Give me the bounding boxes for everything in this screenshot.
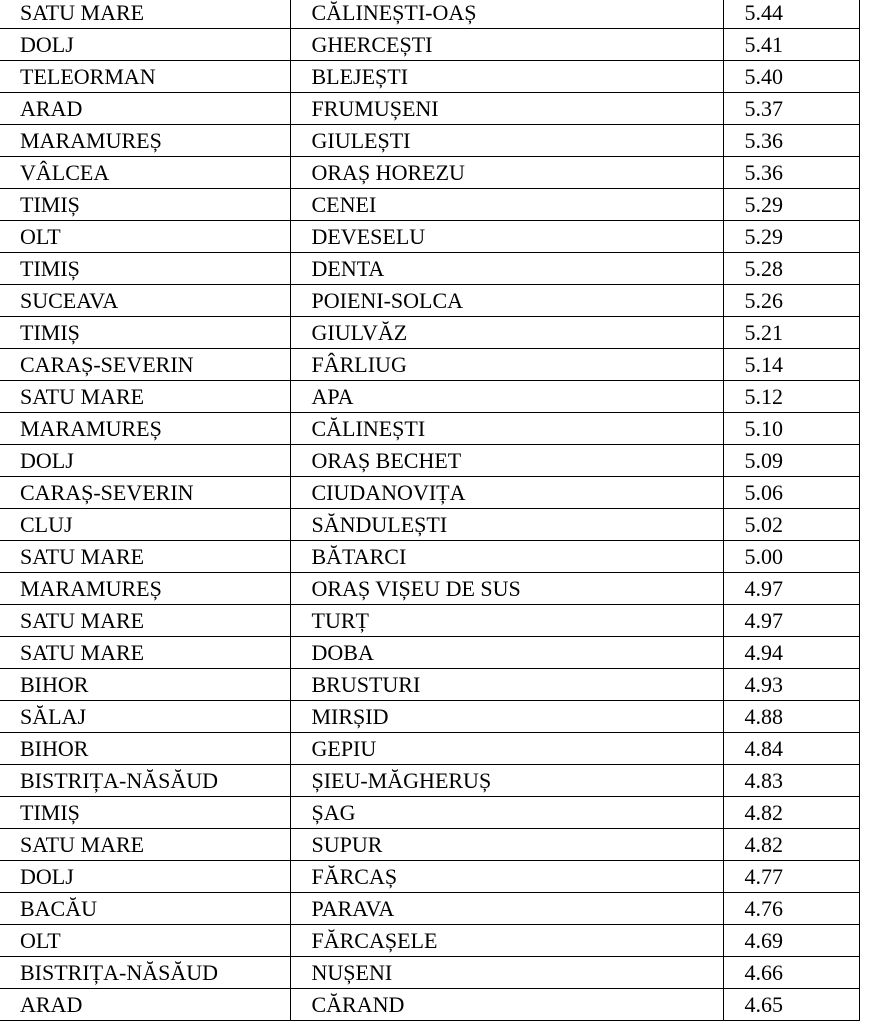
value-cell: 4.66 [723, 957, 859, 989]
value-cell: 4.88 [723, 701, 859, 733]
locality-cell: CĂRAND [290, 989, 723, 1021]
locality-cell: GIULEȘTI [290, 125, 723, 157]
value-cell: 4.69 [723, 925, 859, 957]
value-cell: 5.29 [723, 221, 859, 253]
locality-cell: BRUSTURI [290, 669, 723, 701]
locality-cell: TURȚ [290, 605, 723, 637]
table-row [0, 189, 859, 221]
value-cell: 5.06 [723, 477, 859, 509]
locality-cell: DENTA [290, 253, 723, 285]
table-row [0, 93, 859, 125]
value-cell: 5.40 [723, 61, 859, 93]
county-cell: SATU MARE [0, 0, 290, 29]
county-cell: TELEORMAN [0, 61, 290, 93]
value-cell: 5.29 [723, 189, 859, 221]
county-cell: SATU MARE [0, 637, 290, 669]
county-cell: ARAD [0, 989, 290, 1021]
table-row [0, 637, 859, 669]
table-row [0, 253, 859, 285]
table-row [0, 669, 859, 701]
county-cell: BIHOR [0, 733, 290, 765]
table-row [0, 0, 859, 29]
table-row [0, 125, 859, 157]
county-cell: BISTRIȚA-NĂSĂUD [0, 957, 290, 989]
locality-cell: BLEJEȘTI [290, 61, 723, 93]
value-cell: 4.82 [723, 797, 859, 829]
value-cell: 4.82 [723, 829, 859, 861]
table-row [0, 893, 859, 925]
value-cell: 5.37 [723, 93, 859, 125]
locality-cell: FĂRCAȘ [290, 861, 723, 893]
locality-cell: DOBA [290, 637, 723, 669]
county-cell: SUCEAVA [0, 285, 290, 317]
table-row [0, 829, 859, 861]
county-cell: BIHOR [0, 669, 290, 701]
locality-cell: PARAVA [290, 893, 723, 925]
locality-cell: SĂNDULEȘTI [290, 509, 723, 541]
county-cell: VÂLCEA [0, 157, 290, 189]
locality-cell: GHERCEȘTI [290, 29, 723, 61]
table-row [0, 285, 859, 317]
value-cell: 5.36 [723, 157, 859, 189]
value-cell: 4.97 [723, 605, 859, 637]
table-row [0, 477, 859, 509]
county-cell: SATU MARE [0, 829, 290, 861]
table-row [0, 733, 859, 765]
county-cell: MARAMUREȘ [0, 125, 290, 157]
value-cell: 5.36 [723, 125, 859, 157]
table-row [0, 925, 859, 957]
table-row [0, 381, 859, 413]
county-cell: SATU MARE [0, 605, 290, 637]
county-cell: CARAȘ-SEVERIN [0, 477, 290, 509]
value-cell: 5.12 [723, 381, 859, 413]
table-row [0, 957, 859, 989]
table-row [0, 445, 859, 477]
table-row [0, 413, 859, 445]
locality-cell: SUPUR [290, 829, 723, 861]
county-cell: MARAMUREȘ [0, 573, 290, 605]
value-cell: 4.94 [723, 637, 859, 669]
locality-cell: FÂRLIUG [290, 349, 723, 381]
county-cell: TIMIȘ [0, 189, 290, 221]
locality-cell: DEVESELU [290, 221, 723, 253]
locality-cell: MIRȘID [290, 701, 723, 733]
county-cell: OLT [0, 925, 290, 957]
locality-cell: POIENI-SOLCA [290, 285, 723, 317]
table-row [0, 221, 859, 253]
county-cell: TIMIȘ [0, 317, 290, 349]
county-cell: TIMIȘ [0, 797, 290, 829]
county-cell: CLUJ [0, 509, 290, 541]
value-cell: 5.14 [723, 349, 859, 381]
locality-cell: APA [290, 381, 723, 413]
value-cell: 4.93 [723, 669, 859, 701]
table-row [0, 29, 859, 61]
locality-cell: CĂLINEȘTI [290, 413, 723, 445]
value-cell: 4.84 [723, 733, 859, 765]
table-row [0, 541, 859, 573]
value-cell: 4.76 [723, 893, 859, 925]
table-row [0, 509, 859, 541]
county-cell: DOLJ [0, 29, 290, 61]
county-cell: MARAMUREȘ [0, 413, 290, 445]
value-cell: 5.26 [723, 285, 859, 317]
county-cell: ARAD [0, 93, 290, 125]
county-cell: OLT [0, 221, 290, 253]
value-cell: 4.83 [723, 765, 859, 797]
table-row [0, 573, 859, 605]
county-cell: DOLJ [0, 861, 290, 893]
locality-cell: FRUMUȘENI [290, 93, 723, 125]
county-cell: DOLJ [0, 445, 290, 477]
table-row [0, 317, 859, 349]
locality-cell: CĂLINEȘTI-OAȘ [290, 0, 723, 29]
value-cell: 5.00 [723, 541, 859, 573]
table-row [0, 605, 859, 637]
value-cell: 5.41 [723, 29, 859, 61]
locality-cell: ORAȘ BECHET [290, 445, 723, 477]
locality-cell: CIUDANOVIȚA [290, 477, 723, 509]
value-cell: 5.28 [723, 253, 859, 285]
locality-cell: BĂTARCI [290, 541, 723, 573]
locality-cell: ORAȘ HOREZU [290, 157, 723, 189]
value-cell: 4.77 [723, 861, 859, 893]
value-cell: 5.02 [723, 509, 859, 541]
locality-cell: GIULVĂZ [290, 317, 723, 349]
locality-cell: ȘAG [290, 797, 723, 829]
county-cell: TIMIȘ [0, 253, 290, 285]
table-row [0, 701, 859, 733]
locality-cell: FĂRCAȘELE [290, 925, 723, 957]
value-cell: 5.21 [723, 317, 859, 349]
value-cell: 5.09 [723, 445, 859, 477]
locality-cell: ȘIEU-MĂGHERUȘ [290, 765, 723, 797]
table-row [0, 61, 859, 93]
county-cell: SATU MARE [0, 541, 290, 573]
value-cell: 5.44 [723, 0, 859, 29]
county-cell: BACĂU [0, 893, 290, 925]
table-row [0, 349, 859, 381]
county-cell: BISTRIȚA-NĂSĂUD [0, 765, 290, 797]
locality-cell: ORAȘ VIȘEU DE SUS [290, 573, 723, 605]
table-row [0, 861, 859, 893]
county-cell: SĂLAJ [0, 701, 290, 733]
value-cell: 4.65 [723, 989, 859, 1021]
table-row [0, 765, 859, 797]
county-cell: CARAȘ-SEVERIN [0, 349, 290, 381]
locality-cell: CENEI [290, 189, 723, 221]
table-row [0, 157, 859, 189]
county-cell: SATU MARE [0, 381, 290, 413]
locality-cell: NUȘENI [290, 957, 723, 989]
value-cell: 4.97 [723, 573, 859, 605]
table-row [0, 797, 859, 829]
value-cell: 5.10 [723, 413, 859, 445]
locality-cell: GEPIU [290, 733, 723, 765]
table-row [0, 989, 859, 1021]
